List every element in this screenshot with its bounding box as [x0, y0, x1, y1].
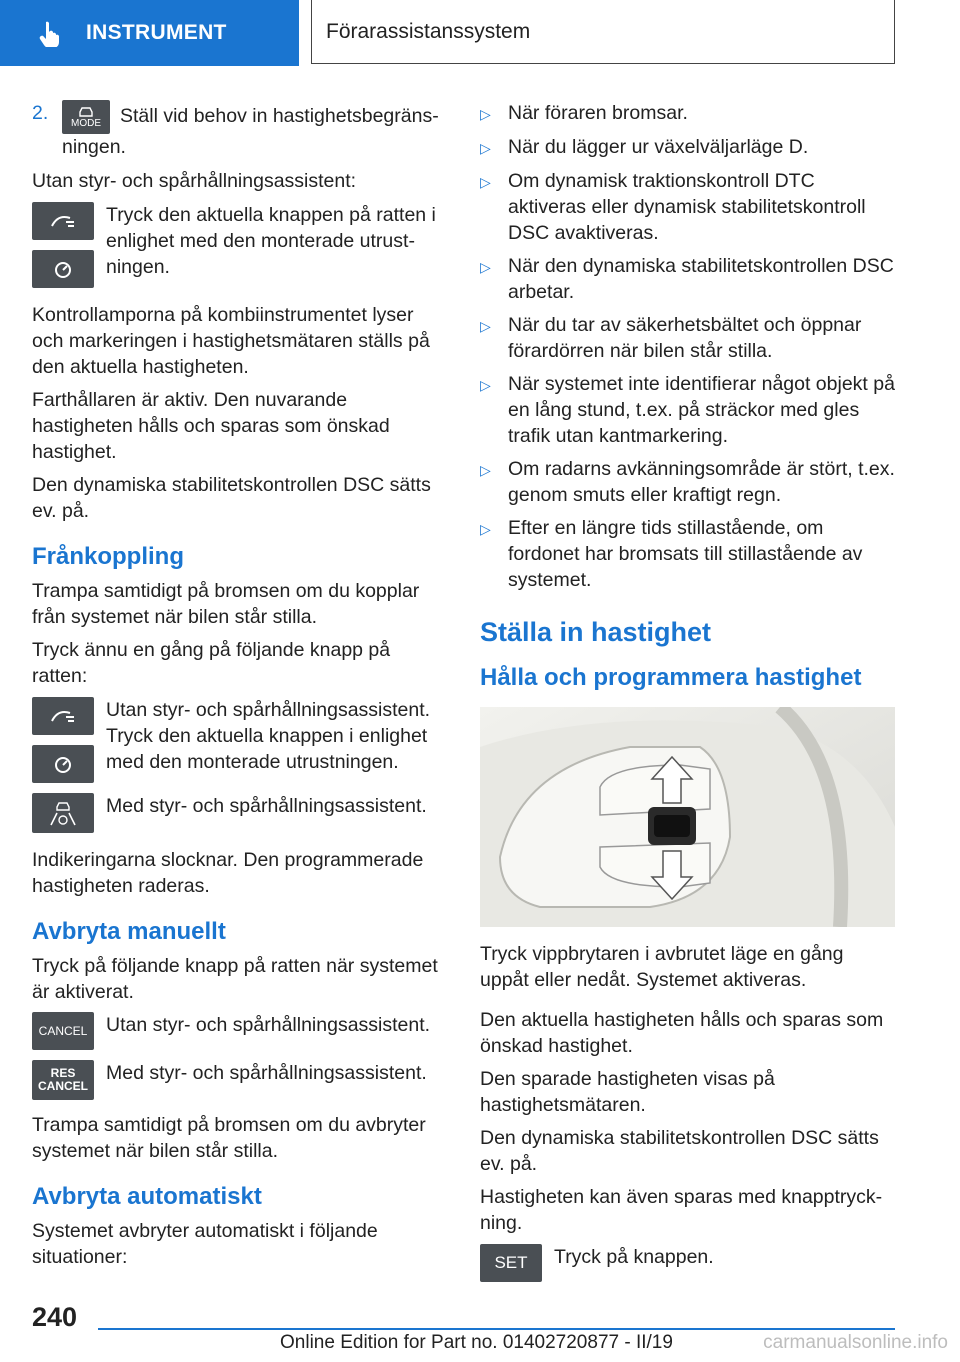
button-description: Med styr- och spårhållningsassistent. [106, 795, 427, 817]
page-number: 240 [32, 1302, 78, 1332]
paragraph: Den sparade hastigheten visas på hastighetsmätaren. [480, 1068, 775, 1116]
button-description: Utan styr- och spårhållningsassistent. [106, 1014, 431, 1036]
paragraph: Indikeringarna slocknar. Den programmerade hastigheten raderas. [32, 849, 424, 897]
paragraph: Tryck ännu en gång på följande knapp på ratten: [32, 639, 391, 687]
res-cancel-button-icon [32, 1060, 94, 1100]
cruise-control-icon [48, 707, 78, 725]
triangle-bullet-icon: ▷ [480, 521, 491, 537]
cruise-button-icon [32, 202, 94, 240]
button-row-4 [32, 1012, 446, 1050]
section-label: INSTRUMENT [86, 21, 227, 44]
paragraph: Den dynamiska stabilitetskontrollen DSC sätts ev. på. [32, 474, 431, 522]
list-item-text: När den dynamiska stabilitetskontrollen DSC arbetar. [508, 255, 894, 303]
speed-limiter-button-icon [32, 745, 94, 783]
button-description: Med styr- och spårhållningsassistent. [106, 1062, 427, 1084]
triangle-bullet-icon: ▷ [480, 140, 491, 156]
list-item [480, 253, 896, 305]
list-item-text: Efter en längre tids stillastående, om fordonet har bromsats till stillastående av systemet. [508, 517, 863, 591]
list-item [480, 100, 896, 127]
situation-list [480, 100, 896, 593]
lane-assist-icon [45, 799, 81, 827]
list-item [480, 168, 896, 246]
cruise-button-icon [32, 697, 94, 735]
set-label: SET [494, 1253, 528, 1272]
list-item [480, 312, 896, 364]
list-item-text: Om dynamisk traktionskontroll DTC aktiveras eller dynamisk stabilitetskontroll DSC avaktiveras. [508, 170, 866, 244]
button-description: Utan styr- och spårhållningsassistent. Tryck den aktuella knappen i enlighet med den monterade utrustningen. [106, 699, 431, 773]
heading-avbryta-automatiskt: Avbryta automatiskt [32, 1183, 262, 1210]
res-label: RES [50, 1066, 76, 1080]
triangle-bullet-icon: ▷ [480, 377, 491, 393]
without-assist-label: Utan styr- och spårhållningsassistent: [32, 170, 357, 192]
paragraph: Systemet avbryter automatiskt i följande situationer: [32, 1220, 378, 1268]
list-item-text: När systemet inte identifierar något objekt på en lång stund, t.ex. på sträckor med gles trafik utan kantmarkering. [508, 373, 895, 447]
cancel-button-icon [32, 1012, 94, 1050]
steering-wheel-illustration [480, 707, 895, 927]
speedometer-icon [52, 258, 74, 280]
step-text [62, 100, 446, 160]
heading-stalla-in-hastighet: Ställa in hastighet [480, 617, 712, 647]
step-number: 2. [32, 102, 49, 124]
list-item [480, 134, 896, 161]
cancel-label: CANCEL [38, 1024, 88, 1038]
mode-label: MODE [71, 117, 101, 129]
paragraph: Trampa samtidigt på bromsen om du kopplar från systemet när bilen står stilla. [32, 580, 420, 628]
right-column [480, 100, 896, 1296]
section-tab[interactable] [0, 0, 299, 66]
list-item [480, 456, 896, 508]
chapter-header [311, 0, 895, 64]
paragraph: Farthållaren är aktiv. Den nuvarande hastigheten hålls och sparas som önskad hastighet. [32, 389, 390, 463]
triangle-bullet-icon: ▷ [480, 462, 491, 478]
set-button-icon [480, 1244, 542, 1282]
triangle-bullet-icon: ▷ [480, 318, 491, 334]
list-item [480, 371, 896, 449]
left-column [32, 100, 446, 1277]
list-item-text: När du tar av säkerhetsbältet och öppnar förardörren när bilen står stilla. [508, 314, 862, 362]
triangle-bullet-icon: ▷ [480, 259, 491, 275]
button-row-1 [32, 202, 446, 288]
heading-halla-hastighet: Hålla och programmera hastighet [480, 664, 862, 691]
heading-frankoppling: Frånkoppling [32, 543, 184, 570]
paragraph: Hastigheten kan även sparas med knapptryckning. [480, 1186, 883, 1234]
triangle-bullet-icon: ▷ [480, 106, 491, 122]
button-row-3 [32, 793, 446, 833]
button-row-5 [32, 1060, 446, 1100]
button-description: Tryck den aktuella knappen på ratten i enlighet med den monterade utrustningen. [106, 204, 436, 278]
mode-button-icon [62, 100, 110, 134]
paragraph: Den aktuella hastigheten hålls och sparas som önskad hastighet. [480, 1009, 884, 1057]
paragraph: Trampa samtidigt på bromsen om du avbryter systemet när bilen står stilla. [32, 1114, 426, 1162]
speedometer-icon [52, 753, 74, 775]
paragraph: Kontrollamporna på kombiinstrumentet lyser och markeringen i hastighetsmätaren ställs på den aktuella hastigheten. [32, 304, 430, 378]
footer-divider [98, 1328, 895, 1330]
heading-avbryta-manuellt: Avbryta manuellt [32, 918, 226, 945]
list-item-text: Om radarns avkänningsområde är stört, t.ex. genom smuts eller kraftigt regn. [508, 458, 895, 506]
list-item-text: När du lägger ur växelväljarläge D. [508, 136, 809, 158]
set-button-row [480, 1244, 896, 1282]
list-item [480, 515, 896, 593]
paragraph: Den dynamiska stabilitetskontrollen DSC sätts ev. på. [480, 1127, 879, 1175]
button-description: Tryck på knappen. [554, 1246, 714, 1268]
paragraph: Tryck vippbrytaren i avbrutet läge en gång uppåt eller nedåt. Systemet aktiveras. [480, 943, 844, 991]
cruise-control-icon [48, 212, 78, 230]
list-item-text: När föraren bromsar. [508, 102, 688, 124]
paragraph: Tryck på följande knapp på ratten när systemet är aktiverat. [32, 955, 438, 1003]
assist-button-icon [32, 793, 94, 833]
hand-pointer-icon [36, 19, 64, 47]
edition-text: Online Edition for Part no. 01402720877 - II/19 [280, 1332, 673, 1353]
car-icon [77, 106, 95, 118]
chapter-title: Förarassistanssystem [326, 19, 531, 43]
triangle-bullet-icon: ▷ [480, 174, 491, 190]
cancel-label: CANCEL [38, 1079, 88, 1093]
watermark[interactable]: carmanualsonline.info [763, 1332, 948, 1353]
speed-limiter-button-icon [32, 250, 94, 288]
button-row-2 [32, 697, 446, 783]
step-2-text: Ställ vid behov in hastighetsbegränsningen. [62, 105, 439, 158]
step-2 [32, 100, 446, 160]
